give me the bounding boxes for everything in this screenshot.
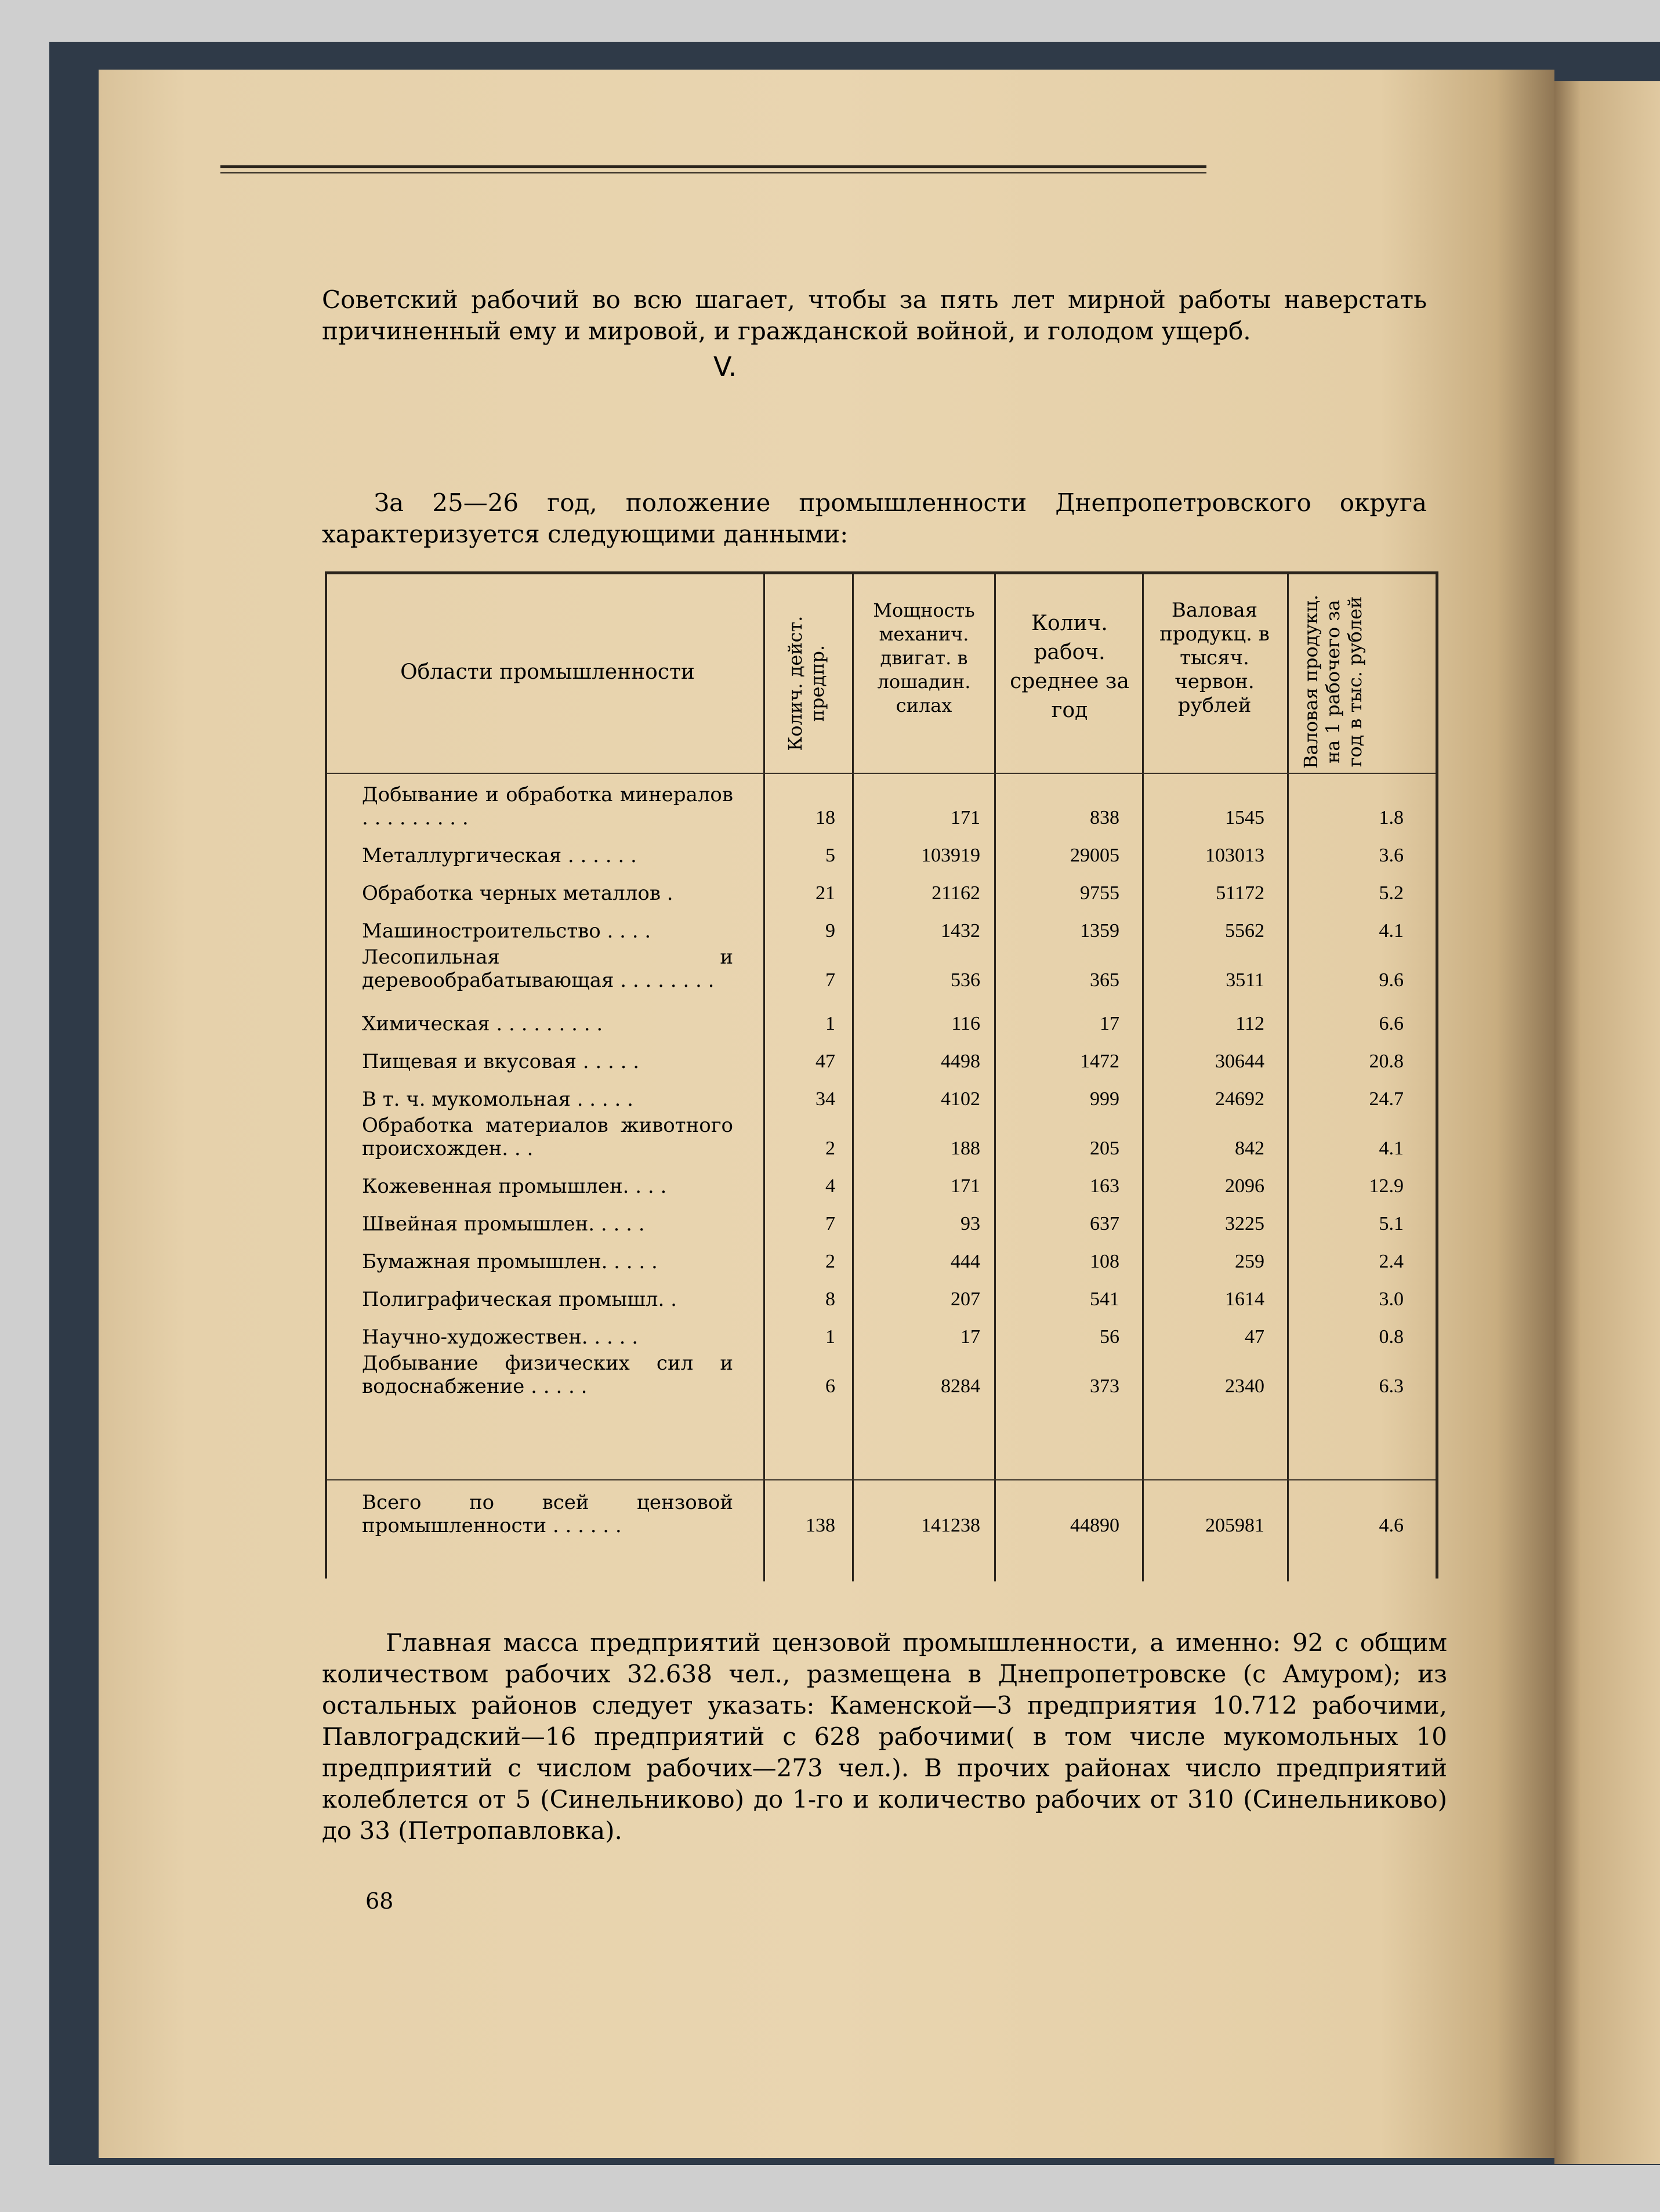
lead-paragraph: За 25—26 год, положение промышленности Днепропетровского округа характеризуется следующими данными: xyxy=(322,488,1427,548)
table-row-label: Обработка материалов животного происхожден. . . xyxy=(362,1114,733,1160)
cell-enterprises: 2 xyxy=(825,1138,835,1159)
col-divider xyxy=(994,574,996,1581)
cell-enterprises: 5 xyxy=(825,845,835,866)
table-row-label: Машиностроительство . . . . xyxy=(362,919,651,943)
cell-power: 536 xyxy=(951,969,980,991)
cell-power: 8284 xyxy=(941,1375,980,1397)
cell-per-worker: 5.2 xyxy=(1379,882,1404,904)
cell-output: 30644 xyxy=(1215,1051,1264,1072)
cell-output: 259 xyxy=(1235,1251,1264,1272)
cell-workers: 373 xyxy=(1090,1375,1119,1397)
cell-workers: 838 xyxy=(1090,807,1119,828)
cell-per-worker: 20.8 xyxy=(1369,1051,1404,1072)
header-output: Валовая продукц. в тысяч. червон. рублей xyxy=(1159,599,1270,717)
cell-enterprises: 9 xyxy=(825,920,835,942)
cell-per-worker: 5.1 xyxy=(1379,1213,1404,1234)
cell-enterprises: 8 xyxy=(825,1288,835,1310)
cell-workers: 205 xyxy=(1090,1138,1119,1159)
cell-output: 24692 xyxy=(1215,1088,1264,1110)
cell-workers: 9755 xyxy=(1080,882,1119,904)
cell-workers: 637 xyxy=(1090,1213,1119,1234)
header-area: Области промышленности xyxy=(400,660,695,684)
table-row-label: Химическая . . . . . . . . . xyxy=(362,1012,603,1036)
cell-power: 141238 xyxy=(921,1515,980,1536)
col-divider xyxy=(1287,574,1289,1581)
cell-power: 4498 xyxy=(941,1051,980,1072)
total-row-label: Всего по всей цензовой промышленности . . . . . . xyxy=(362,1491,733,1537)
cell-workers: 29005 xyxy=(1070,845,1119,866)
cell-power: 93 xyxy=(961,1213,980,1234)
table-row-label: Бумажная промышлен. . . . . xyxy=(362,1250,658,1273)
cell-per-worker: 4.1 xyxy=(1379,1138,1404,1159)
header-divider xyxy=(327,773,1436,774)
cell-per-worker: 12.9 xyxy=(1369,1175,1404,1197)
cell-workers: 1472 xyxy=(1080,1051,1119,1072)
section-number: V. xyxy=(713,351,737,382)
cell-per-worker: 0.8 xyxy=(1379,1326,1404,1348)
cell-power: 21162 xyxy=(932,882,980,904)
cell-output: 103013 xyxy=(1205,845,1264,866)
header-enterprises: Колич. дейст. предпр. xyxy=(784,616,828,751)
table-row-label: В т. ч. мукомольная . . . . . xyxy=(362,1088,633,1111)
cell-enterprises: 18 xyxy=(815,807,835,828)
cell-output: 1614 xyxy=(1225,1288,1264,1310)
cell-power: 116 xyxy=(951,1013,980,1034)
adjacent-page-edge xyxy=(1554,81,1660,2164)
cell-enterprises: 7 xyxy=(825,969,835,991)
table-row-label: Швейная промышлен. . . . . xyxy=(362,1212,645,1236)
cell-output: 3225 xyxy=(1225,1213,1264,1234)
cell-power: 444 xyxy=(951,1251,980,1272)
cell-enterprises: 1 xyxy=(825,1326,835,1348)
cell-power: 4102 xyxy=(941,1088,980,1110)
cell-enterprises: 1 xyxy=(825,1013,835,1034)
cell-enterprises: 21 xyxy=(815,882,835,904)
intro-paragraph: Советский рабочий во всю шагает, чтобы за пять лет мирной работы наверстать причиненный ему и мировой, и гражданской войной, и голодом ущерб. xyxy=(322,285,1427,345)
cell-per-worker: 2.4 xyxy=(1379,1251,1404,1272)
table-row-label: Металлургическая . . . . . . xyxy=(362,844,637,867)
top-rule xyxy=(220,165,1206,168)
page-number: 68 xyxy=(365,1888,394,1914)
cell-output: 47 xyxy=(1245,1326,1264,1348)
table-row-label: Научно-художествен. . . . . xyxy=(362,1326,639,1349)
cell-output: 205981 xyxy=(1205,1515,1264,1536)
cell-output: 1545 xyxy=(1225,807,1264,828)
table-row-label: Добывание физических сил и водоснабжение . . . . . xyxy=(362,1352,733,1398)
table-row-label: Добывание и обработка минералов . . . . . . . . . xyxy=(362,783,733,830)
cell-power: 17 xyxy=(961,1326,980,1348)
cell-enterprises: 6 xyxy=(825,1375,835,1397)
cell-power: 1432 xyxy=(941,920,980,942)
cell-enterprises: 7 xyxy=(825,1213,835,1234)
total-divider xyxy=(327,1479,1436,1480)
cell-enterprises: 138 xyxy=(806,1515,835,1536)
table-row-label: Полиграфическая промышл. . xyxy=(362,1288,677,1311)
cell-per-worker: 3.0 xyxy=(1379,1288,1404,1310)
cell-output: 51172 xyxy=(1216,882,1264,904)
cell-output: 3511 xyxy=(1226,969,1264,991)
cell-power: 171 xyxy=(951,807,980,828)
cell-workers: 999 xyxy=(1090,1088,1119,1110)
col-divider xyxy=(852,574,854,1581)
cell-power: 188 xyxy=(951,1138,980,1159)
closing-paragraph: Главная масса предприятий цензовой промышленности, а именно: 92 с общим количеством рабочих 32.638 чел., размещена в Днепропетровске (с Амуром); из остальных районов следует указать: Каменской—3 предприятия 10.712 рабочими, Павлоградский—16 предприятий с 628 рабочими( в том числе мукомольных 10 предприятий с числом рабочих—273 чел.). В прочих районах число предприятий колеблется от 5 (Синельниково) до 1-го и количество рабочих от 310 (Синельниково) до 33 (Петропавловка). xyxy=(322,1628,1447,1845)
cell-enterprises: 4 xyxy=(825,1175,835,1197)
table-row-label: Лесопильная и деревообрабатывающая . . . . . . . . xyxy=(362,946,733,992)
cell-enterprises: 34 xyxy=(815,1088,835,1110)
col-divider xyxy=(763,574,765,1581)
cell-per-worker: 9.6 xyxy=(1379,969,1404,991)
cell-per-worker: 3.6 xyxy=(1379,845,1404,866)
cell-per-worker: 24.7 xyxy=(1369,1088,1404,1110)
header-workers: Колич. рабоч. среднее за год xyxy=(1010,611,1129,722)
header-per-worker: Валовая продукц. на 1 рабочего за год в тыс. рублей xyxy=(1300,595,1366,769)
cell-per-worker: 4.1 xyxy=(1379,920,1404,942)
cell-enterprises: 47 xyxy=(815,1051,835,1072)
cell-enterprises: 2 xyxy=(825,1251,835,1272)
table-row-label: Обработка черных металлов . xyxy=(362,882,673,905)
table-row-label: Кожевенная промышлен. . . . xyxy=(362,1175,667,1198)
cell-workers: 108 xyxy=(1090,1251,1119,1272)
cell-output: 112 xyxy=(1235,1013,1264,1034)
cell-workers: 541 xyxy=(1090,1288,1119,1310)
cell-power: 207 xyxy=(951,1288,980,1310)
cell-power: 103919 xyxy=(921,845,980,866)
cell-workers: 56 xyxy=(1100,1326,1119,1348)
cell-output: 842 xyxy=(1235,1138,1264,1159)
cell-output: 5562 xyxy=(1225,920,1264,942)
cell-workers: 44890 xyxy=(1070,1515,1119,1536)
cell-workers: 17 xyxy=(1100,1013,1119,1034)
header-power: Мощность механич. двигат. в лошадин. силах xyxy=(873,599,975,716)
cell-per-worker: 4.6 xyxy=(1379,1515,1404,1536)
cell-per-worker: 1.8 xyxy=(1379,807,1404,828)
top-rule-thin xyxy=(220,172,1206,173)
industry-table xyxy=(325,571,1438,1579)
cell-per-worker: 6.6 xyxy=(1379,1013,1404,1034)
cell-output: 2096 xyxy=(1225,1175,1264,1197)
cell-workers: 365 xyxy=(1090,969,1119,991)
cell-workers: 163 xyxy=(1090,1175,1119,1197)
col-divider xyxy=(1142,574,1144,1581)
table-row-label: Пищевая и вкусовая . . . . . xyxy=(362,1050,640,1073)
cell-output: 2340 xyxy=(1225,1375,1264,1397)
cell-workers: 1359 xyxy=(1080,920,1119,942)
cell-power: 171 xyxy=(951,1175,980,1197)
cell-per-worker: 6.3 xyxy=(1379,1375,1404,1397)
